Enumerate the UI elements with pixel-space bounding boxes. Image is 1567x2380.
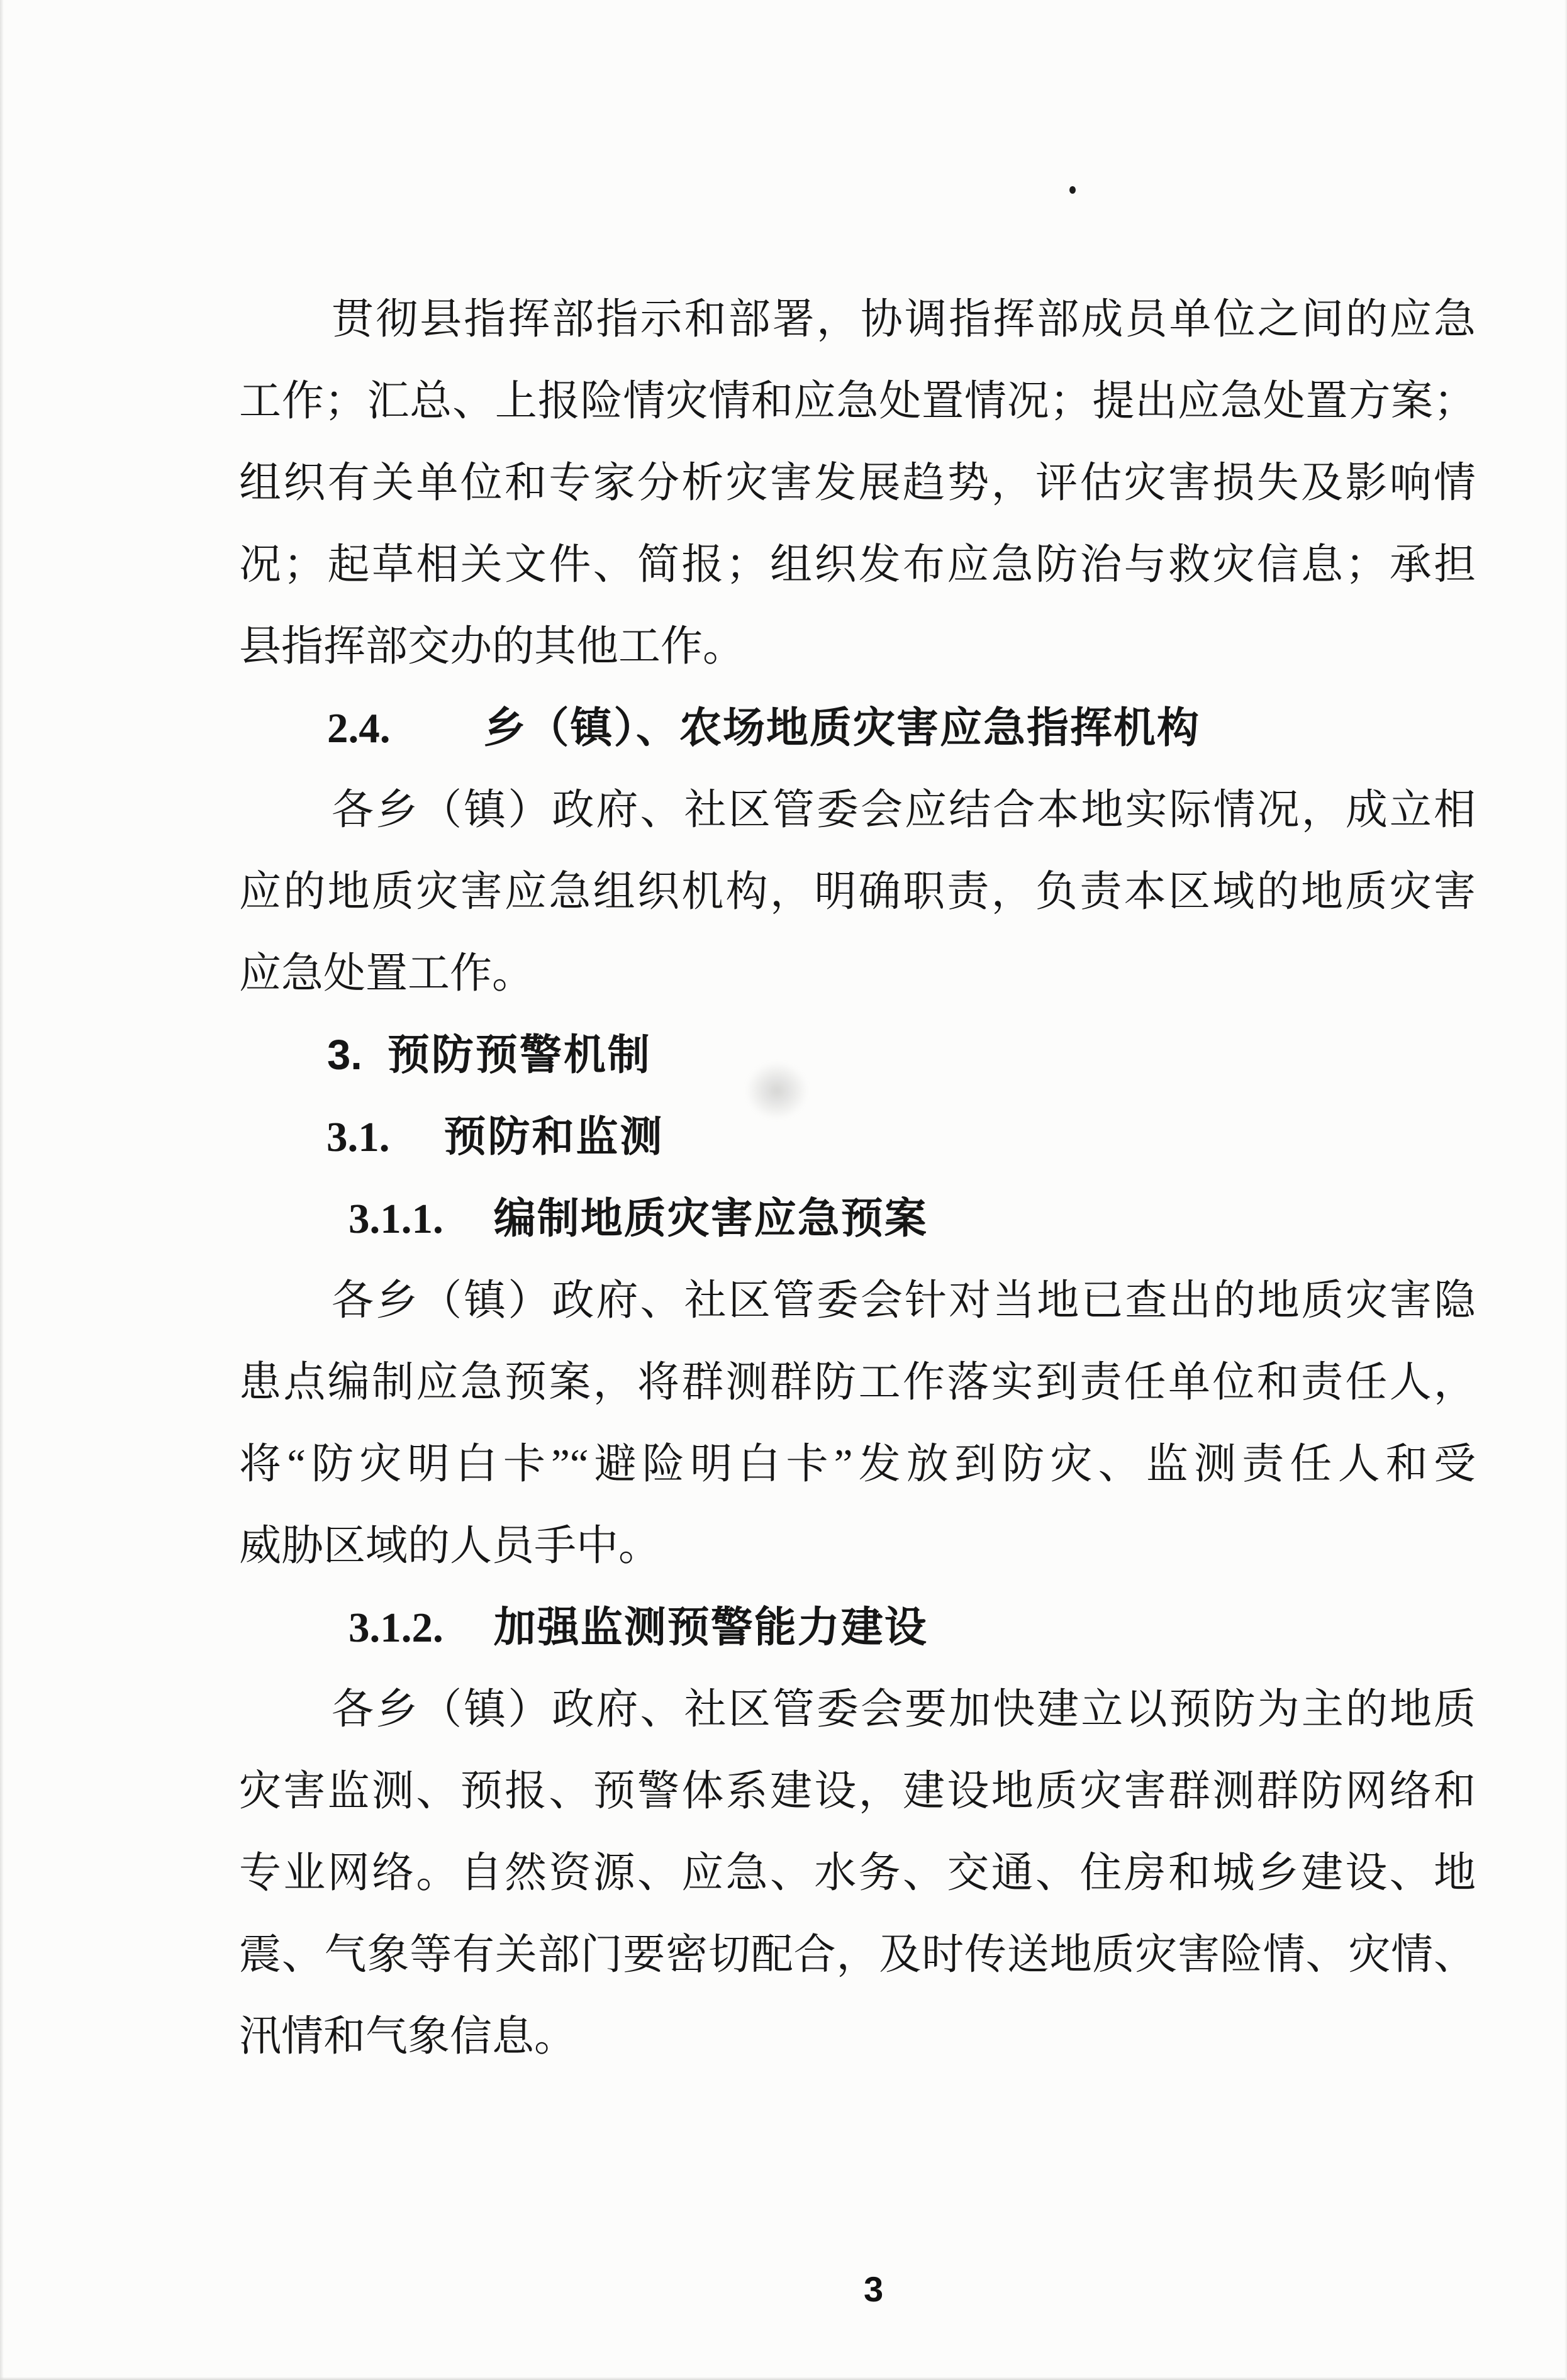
section-heading-3-1-2 <box>239 1587 1476 1669</box>
scan-edge-right <box>1564 0 1567 2380</box>
heading-title: 乡（镇）、农场地质灾害应急指挥机构 <box>483 705 1200 752</box>
text-line: 县指挥部交办的其他工作。 <box>239 623 745 670</box>
text-line: 患点编制应急预案，将群测群防工作落实到责任单位和责任人， <box>239 1359 1476 1406</box>
section-heading-3-1 <box>239 1096 1476 1178</box>
section-heading-3-1-1 <box>239 1178 1476 1260</box>
scan-edge-bottom <box>0 2377 1567 2380</box>
text-line: 汛情和气象信息。 <box>239 2013 576 2060</box>
paragraph-emergency-plans <box>239 1260 1476 1587</box>
scan-edge-left <box>0 0 4 2380</box>
heading-title: 预防和监测 <box>443 1114 664 1160</box>
heading-title: 预防预警机制 <box>387 1032 652 1079</box>
page-number: 3 <box>864 2269 884 2309</box>
section-heading-2-4 <box>239 687 1476 769</box>
text-line: 应的地质灾害应急组织机构，明确职责，负责本区域的地质灾害 <box>239 869 1476 915</box>
text-line: 各乡（镇）政府、社区管委会要加快建立以预防为主的地质 <box>332 1686 1476 1733</box>
text-line: 灾害监测、预报、预警体系建设，建设地质灾害群测群防网络和 <box>239 1768 1476 1815</box>
section-heading-3 <box>239 1015 1476 1096</box>
text-line: 专业网络。自然资源、应急、水务、交通、住房和城乡建设、地 <box>239 1850 1476 1896</box>
text-line: 贯彻县指挥部指示和部署，协调指挥部成员单位之间的应急 <box>332 296 1476 343</box>
page-text-block <box>239 279 1476 2077</box>
heading-number: 2.4. <box>327 705 391 752</box>
heading-title: 编制地质灾害应急预案 <box>493 1196 928 1242</box>
text-line: 况；起草相关文件、简报；组织发布应急防治与救灾信息；承担 <box>239 542 1476 588</box>
text-line: 组织有关单位和专家分析灾害发展趋势，评估灾害损失及影响情 <box>239 460 1476 506</box>
scan-speck-dot <box>1069 186 1076 194</box>
paragraph-monitoring-warning <box>239 1669 1476 2077</box>
text-line: 应急处置工作。 <box>239 950 534 997</box>
text-line: 威胁区域的人员手中。 <box>239 1523 661 1569</box>
text-line: 将“防灾明白卡”“避险明白卡”发放到防灾、监测责任人和受 <box>239 1441 1476 1488</box>
text-line: 工作；汇总、上报险情灾情和应急处置情况；提出应急处置方案； <box>239 378 1476 425</box>
heading-number: 3.1.1. <box>349 1196 443 1242</box>
text-line: 各乡（镇）政府、社区管委会针对当地已查出的地质灾害隐 <box>332 1277 1476 1324</box>
heading-number: 3.1.2. <box>349 1604 443 1651</box>
text-line: 各乡（镇）政府、社区管委会应结合本地实际情况，成立相 <box>332 787 1476 833</box>
paragraph-county-duties <box>239 279 1476 687</box>
heading-number: 3.1. <box>326 1114 390 1160</box>
paragraph-township-orgs <box>239 769 1476 1015</box>
heading-title: 加强监测预警能力建设 <box>493 1604 928 1651</box>
text-line: 震、气象等有关部门要密切配合，及时传送地质灾害险情、灾情、 <box>239 1932 1476 1978</box>
heading-number: 3. <box>327 1032 362 1079</box>
